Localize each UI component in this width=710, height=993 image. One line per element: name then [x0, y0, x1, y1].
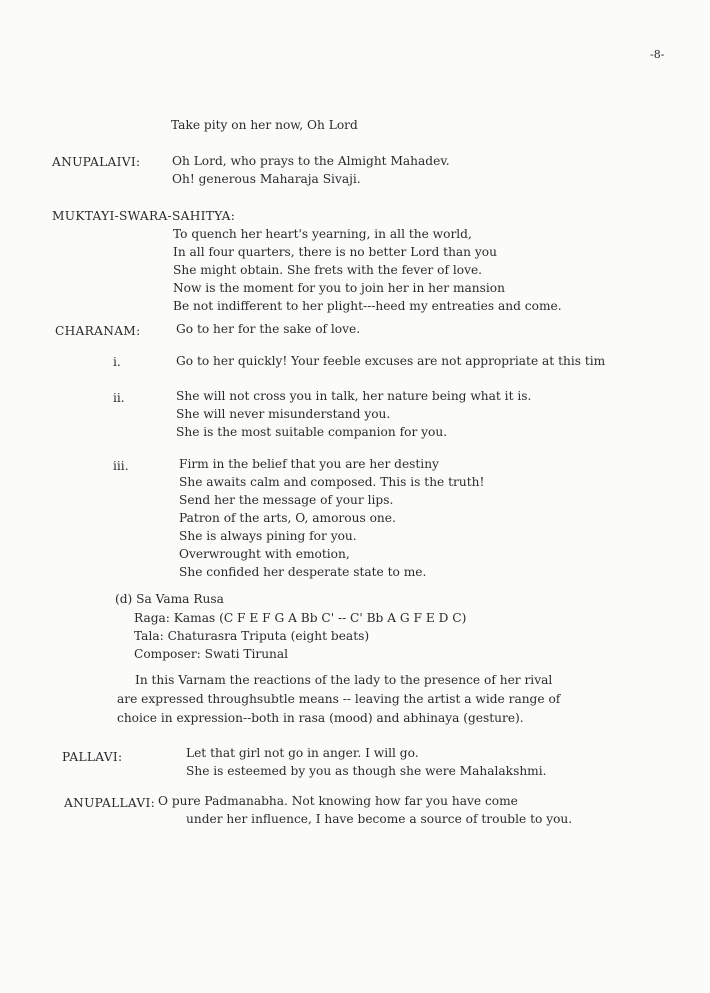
verse-line: She confided her desperate state to me.	[179, 565, 427, 579]
paragraph-line: are expressed throughsubtle means -- leaving the artist a wide range of	[117, 692, 561, 706]
verse-line: To quench her heart's yearning, in all the world,	[173, 227, 472, 241]
verse-line: O pure Padmanabha. Not knowing how far you have come	[158, 794, 518, 808]
paragraph-line: In this Varnam the reactions of the lady to the presence of her rival	[135, 673, 553, 687]
verse-line: She might obtain. She frets with the fever of love.	[173, 263, 483, 277]
anupalaivi-label: ANUPALAIVI:	[52, 155, 141, 169]
charanam-line: Go to her for the sake of love.	[176, 322, 361, 336]
anupallavi-label: ANUPALLAVI:	[64, 796, 156, 810]
verse-line: Oh Lord, who prays to the Almight Mahadev.	[172, 154, 450, 168]
verse-line: She is always pining for you.	[179, 529, 357, 543]
page-number: -8-	[650, 48, 665, 61]
pallavi-text	[186, 744, 547, 780]
verse-line: Let that girl not go in anger. I will go.	[186, 746, 419, 760]
muktayi-label: MUKTAYI-SWARA-SAHITYA:	[52, 209, 236, 223]
verse-line: She is the most suitable companion for you.	[176, 425, 448, 439]
verse-line: Overwrought with emotion,	[179, 547, 350, 561]
verse-line: Oh! generous Maharaja Sivaji.	[172, 172, 361, 186]
verse-line: She is esteemed by you as though she were Mahalakshmi.	[186, 764, 547, 778]
tala-line: Tala: Chaturasra Triputa (eight beats)	[134, 629, 370, 643]
section-d-info	[134, 609, 466, 663]
charanam-item-i	[176, 352, 605, 370]
pallavi-label: PALLAVI:	[62, 750, 123, 764]
verse-line: In all four quarters, there is no better Lord than you	[173, 245, 497, 259]
section-d-title: (d) Sa Vama Rusa	[115, 592, 224, 606]
verse-line: Be not indifferent to her plight---heed my entreaties and come.	[173, 299, 562, 313]
muktayi-text	[173, 225, 562, 315]
charanam-item-iii	[179, 455, 484, 581]
verse-line: She will not cross you in talk, her nature being what it is.	[176, 389, 532, 403]
verse-line: Patron of the arts, O, amorous one.	[179, 511, 396, 525]
verse-line: Go to her quickly! Your feeble excuses are not appropriate at this tim	[176, 354, 606, 368]
raga-line: Raga: Kamas (C F E F G A Bb C' -- C' Bb A G F E D C)	[134, 611, 467, 625]
verse-line: She will never misunderstand you.	[176, 407, 391, 421]
verse-line: under her influence, I have become a source of trouble to you.	[186, 812, 573, 826]
verse-line: She awaits calm and composed. This is the truth!	[179, 475, 485, 489]
verse-line: Firm in the belief that you are her destiny	[179, 457, 439, 471]
verse-line: Now is the moment for you to join her in her mansion	[173, 281, 505, 295]
item-number: iii.	[113, 459, 129, 473]
charanam-item-ii	[176, 387, 531, 441]
paragraph-line: choice in expression--both in rasa (mood) and abhinaya (gesture).	[117, 711, 524, 725]
anupalaivi-text	[172, 152, 450, 188]
verse-line: Send her the message of your lips.	[179, 493, 394, 507]
anupallavi-text	[158, 792, 572, 828]
intro-line: Take pity on her now, Oh Lord	[171, 118, 358, 132]
item-number: i.	[113, 355, 121, 369]
composer-line: Composer: Swati Tirunal	[134, 647, 289, 661]
item-number: ii.	[113, 391, 125, 405]
charanam-label: CHARANAM:	[55, 324, 141, 338]
